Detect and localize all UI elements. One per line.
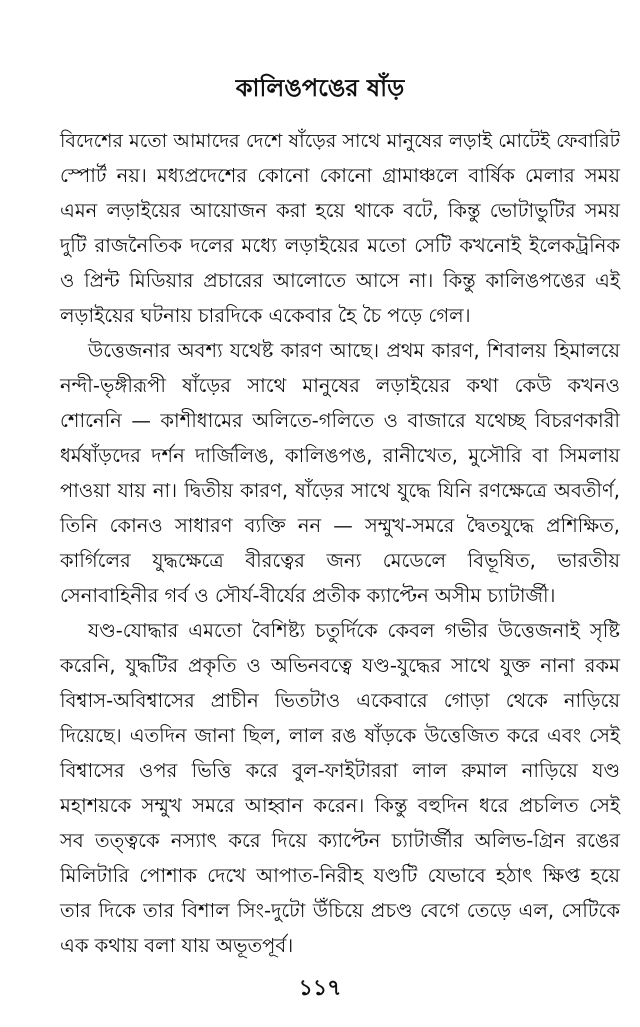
paragraph-1-line-1: বিদেশের মতো আমাদের দেশে ষাঁড়ের সাথে মানুষের লড়াই মোটেই ফেবারিট xyxy=(60,130,620,152)
paragraph-2-line-1: উত্তেজনার অবশ্য যথেষ্ট কারণ আছে। প্রথম কারণ, শিবালয় হিমালয়ে xyxy=(88,339,620,362)
paragraph-2-line-8: সেনাবাহিনীর গর্ব ও সৌর্য-বীর্যের প্রতীক ক্যাপ্টেন অসীম চ্যাটার্জী। xyxy=(60,584,556,607)
paragraph-1-line-4: দুটি রাজনৈতিক দলের মধ্যে লড়াইয়ের মতো সেটি কখনোই ইলেকট্রনিক xyxy=(60,234,620,257)
paragraph-2-line-7: কার্গিলের যুদ্ধক্ষেত্রে বীরত্বের জন্য মেডেলে বিভূষিত, ভারতীয় xyxy=(60,549,620,572)
paragraph-2-line-2: নন্দী-ভৃঙ্গীরূপী ষাঁড়ের সাথে মানুষের লড়াইয়ের কথা কেউ কখনও xyxy=(60,374,620,397)
paragraph-3-line-6: মহাশয়কে সম্মুখ সমরে আহ্বান করেন। কিন্তু বহুদিন ধরে প্রচলিত সেই xyxy=(60,794,620,817)
paragraph-2-line-4: ধর্মষাঁড়দের দর্শন দার্জিলিঙ, কালিঙপঙ, রানীখেত, মুসৌরি বা সিমলায় xyxy=(60,444,620,467)
paragraph-3-line-2: করেনি, যুদ্ধটির প্রকৃতি ও অভিনবত্বে যণ্ড-যুদ্ধের সাথে যুক্ত নানা রকম xyxy=(60,654,620,677)
paragraph-1-line-2: স্পোর্ট নয়। মধ্যপ্রদেশের কোনো কোনো গ্রামাঞ্চলে বার্ষিক মেলার সময় xyxy=(60,164,620,187)
paragraph-3-line-3: বিশ্বাস-অবিশ্বাসের প্রাচীন ভিতটাও একেবারে গোড়া থেকে নাড়িয়ে xyxy=(60,689,620,712)
paragraph-2-line-6: তিনি কোনও সাধারণ ব্যক্তি নন — সম্মুখ-সমরে দ্বৈতযুদ্ধে প্রশিক্ষিত, xyxy=(60,514,620,537)
paragraph-3-line-8: মিলিটারি পোশাক দেখে আপাত-নিরীহ যণ্ডটি যেভাবে হঠাৎ ক্ষিপ্ত হয়ে xyxy=(60,864,620,887)
chapter-title: কালিঙপঙের ষাঁড় xyxy=(235,74,405,102)
paragraph-1-line-5: ও প্রিন্ট মিডিয়ার প্রচারের আলোতে আসে না। কিন্তু কালিঙপঙের এই xyxy=(60,269,620,292)
paragraph-1-line-6: লড়াইয়ের ঘটনায় চারদিকে একেবার হৈ চৈ পড়ে গেল। xyxy=(60,304,471,327)
paragraph-3-line-10: এক কথায় বলা যায় অভূতপূর্ব। xyxy=(60,934,294,957)
paragraph-2-line-3: শোনেনি — কাশীধামের অলিতে-গলিতে ও বাজারে যথেচ্ছ বিচরণকারী xyxy=(60,409,620,432)
paragraph-2-line-5: পাওয়া যায় না। দ্বিতীয় কারণ, ষাঁড়ের সাথে যুদ্ধে যিনি রণক্ষেত্রে অবতীর্ণ, xyxy=(60,479,620,502)
paragraph-3-line-5: বিশ্বাসের ওপর ভিত্তি করে বুল-ফাইটাররা লাল রুমাল নাড়িয়ে যণ্ড xyxy=(60,759,620,782)
paragraph-3-line-1: যণ্ড-যোদ্ধার এমতো বৈশিষ্ট্য চতুর্দিকে কেবল গভীর উত্তেজনাই সৃষ্টি xyxy=(88,619,620,642)
page-number: ১১৭ xyxy=(298,976,342,1001)
paragraph-3-line-7: সব তত্ত্বকে নস্যাৎ করে দিয়ে ক্যাপ্টেন চ্যাটার্জীর অলিভ-গ্রিন রঙের xyxy=(60,829,620,852)
paragraph-3-line-4: দিয়েছে। এতদিন জানা ছিল, লাল রঙ ষাঁড়কে উত্তেজিত করে এবং সেই xyxy=(60,724,620,747)
paragraph-1-line-3: এমন লড়াইয়ের আয়োজন করা হয়ে থাকে বটে, কিন্তু ভোটাভুটির সময় xyxy=(60,199,620,222)
paragraph-3-line-9: তার দিকে তার বিশাল সিং-দুটো উঁচিয়ে প্রচণ্ড বেগে তেড়ে এল, সেটিকে xyxy=(60,899,620,922)
